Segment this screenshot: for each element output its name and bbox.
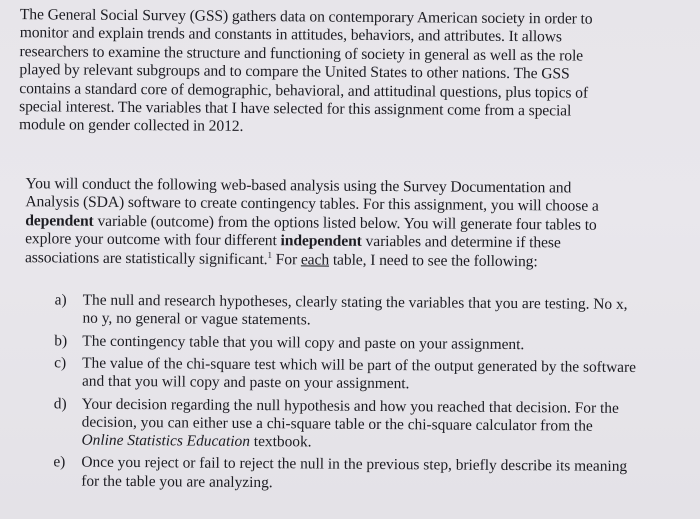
list-marker: a) (54, 291, 67, 309)
requirements-list (53, 291, 695, 499)
text-line: The value of the chi-square test which will be part of the output generated by the software (82, 354, 637, 376)
list-item (54, 332, 694, 355)
text-line: played by relevant subgroups and to compare the United States to other nations. The GSS (19, 61, 570, 83)
list-item (54, 354, 694, 395)
text-line: Your decision regarding the null hypothesis and how you reached that decision. For the (81, 395, 619, 417)
text-line: The General Social Survey (GSS) gathers data on contemporary American society in order to (19, 6, 593, 28)
list-marker: d) (53, 395, 67, 413)
text-span: associations are statistically significant. (24, 248, 268, 268)
text-span: table, I need to see the following: (328, 251, 538, 270)
instructions-paragraph (25, 175, 688, 272)
text-line: special interest. The variables that I have selected for this assignment come from a special (19, 98, 572, 120)
independent-term: independent (280, 232, 362, 251)
footnote-marker: 1 (267, 249, 273, 260)
text-line: researchers to examine the structure and functioning of society in general as well as the role (19, 42, 584, 65)
dependent-term: dependent (25, 212, 94, 230)
text-span: variables and determine if these (361, 233, 561, 252)
text-span: For (271, 250, 301, 268)
text-line: The contingency table that you will copy and paste on your assignment. (82, 332, 525, 353)
text-span: variable (outcome) from the options listed below. You will generate four tables to (93, 212, 597, 234)
text-line: monitor and explain trends and constants in attitudes, behaviors, and attributes. It allows (19, 24, 562, 46)
list-marker: e) (53, 453, 66, 471)
text-line: contains a standard core of demographic, behavioral, and attitudinal questions, plus topics of (19, 79, 589, 102)
textbook-title: Online Statistics Education (81, 431, 251, 450)
list-marker: c) (54, 354, 67, 372)
list-marker: b) (54, 332, 68, 350)
each-underlined: each (300, 250, 330, 269)
list-item (54, 291, 694, 332)
text-line: Once you reject or fail to reject the null in the previous step, briefly describe its meaning (81, 454, 628, 476)
text-line: The null and research hypotheses, clearly stating the variables that you are testing. No x, (82, 291, 628, 313)
list-item (53, 454, 693, 495)
text-span: explore your outcome with four different (25, 230, 281, 250)
text-line: decision, you can either use a chi-square table or the chi-square calculator from the (81, 413, 593, 435)
text-line: Analysis (SDA) software to create contingency tables. For this assignment, you will choose a (25, 193, 599, 216)
text-line: no y, no general or vague statements. (82, 309, 311, 329)
text-span: textbook. (249, 432, 312, 451)
gss-intro-paragraph (19, 6, 690, 140)
text-line: You will conduct the following web-based analysis using the Survey Documentation and (25, 175, 572, 197)
text-line: for the table you are analyzing. (81, 472, 273, 491)
list-item (53, 395, 693, 455)
text-line (81, 432, 693, 455)
text-line: and that you will copy and paste on your assignment. (81, 372, 410, 393)
text-line: module on gender collected in 2012. (18, 116, 244, 136)
text-line (25, 249, 687, 273)
